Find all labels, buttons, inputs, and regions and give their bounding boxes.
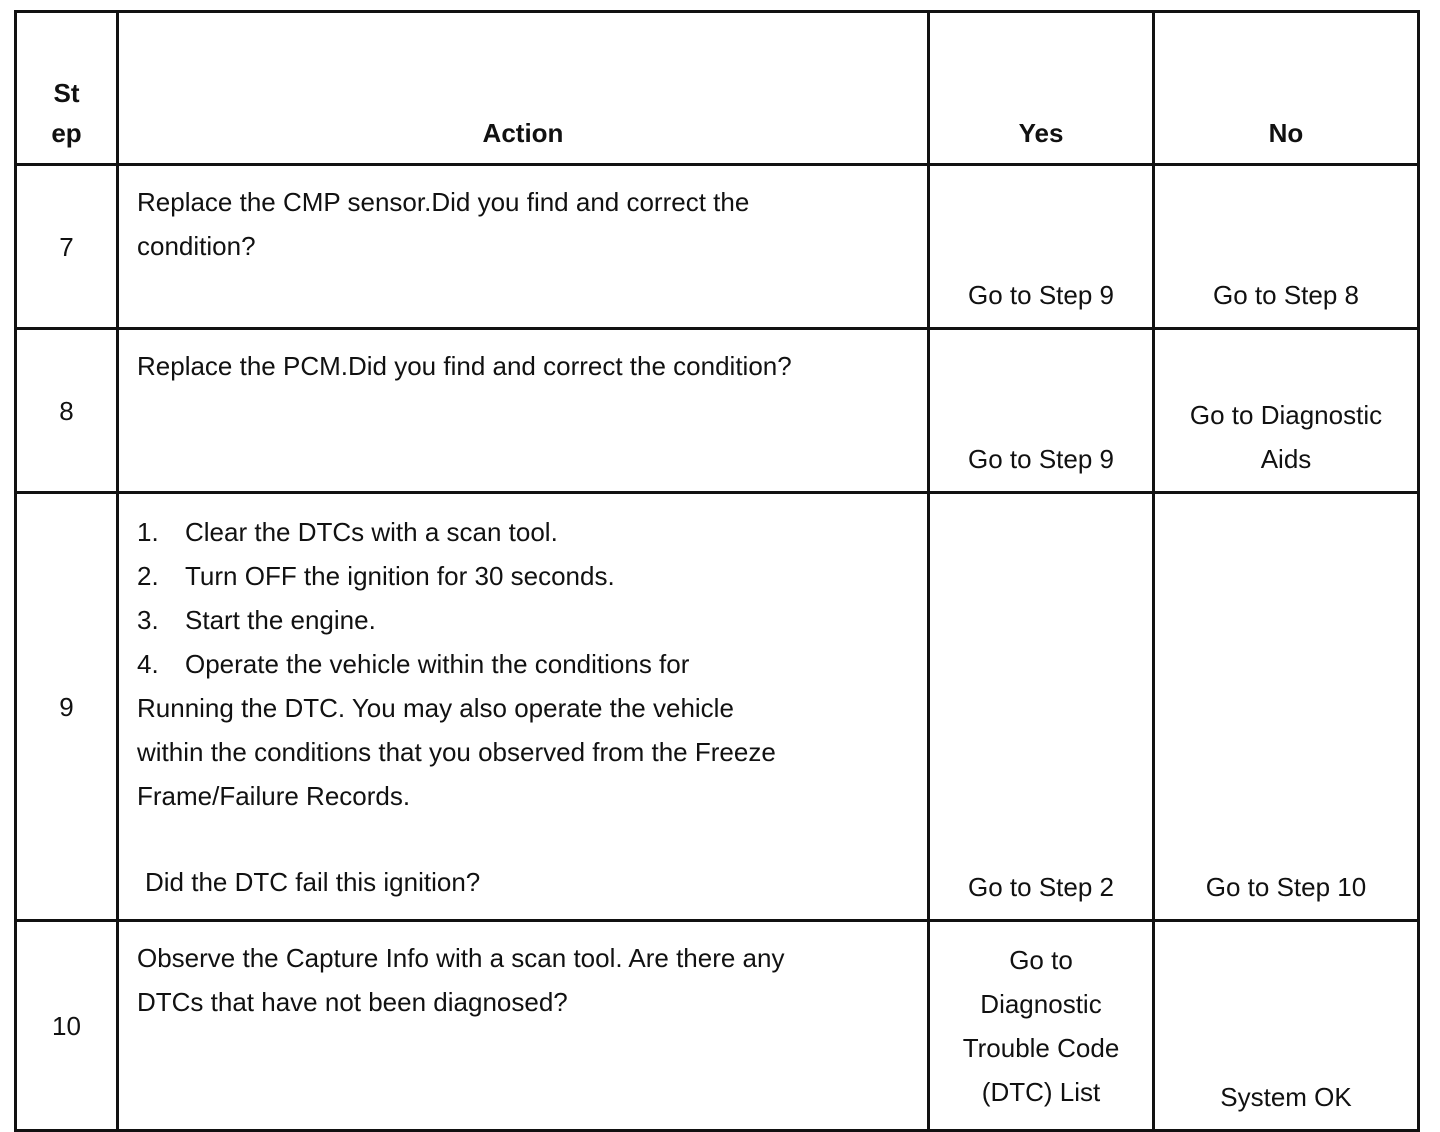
header-step-line1: St: [53, 78, 80, 108]
yes-text: Diagnostic: [980, 988, 1102, 1019]
yes-text: Go to: [1009, 944, 1073, 975]
action-text: Frame/Failure Records.: [137, 781, 411, 811]
action-cell: [118, 165, 929, 329]
action-cell: [118, 921, 929, 1131]
action-cell: [118, 493, 929, 921]
header-row: [16, 12, 1419, 165]
header-action: Action: [118, 12, 929, 165]
no-text: Aids: [1260, 444, 1312, 474]
no-cell: Go to Step 8: [1154, 165, 1419, 329]
list-number: 3.: [137, 605, 159, 635]
list-item: [137, 642, 909, 686]
yes-text: (DTC) List: [981, 1076, 1101, 1107]
header-yes: Yes: [929, 12, 1154, 165]
table-row-step-8: [16, 329, 1419, 493]
action-steps-list: [137, 510, 909, 686]
action-text: condition?: [137, 231, 256, 261]
list-text: Operate the vehicle within the conditions for: [185, 649, 690, 679]
table-row-step-9: [16, 493, 1419, 921]
yes-cell: Go to Step 9: [929, 329, 1154, 493]
no-cell: [1154, 329, 1419, 493]
action-text: Running the DTC. You may also operate the vehicle: [137, 693, 734, 723]
list-text: Start the engine.: [185, 605, 376, 635]
action-question: Did the DTC fail this ignition?: [145, 867, 481, 897]
header-step-line2: ep: [51, 118, 82, 148]
step-number: 8: [16, 329, 118, 493]
list-item: [137, 510, 909, 554]
no-cell: System OK: [1154, 921, 1419, 1131]
step-number: 9: [16, 493, 118, 921]
list-number: 2.: [137, 561, 159, 591]
action-text: Observe the Capture Info with a scan tool. Are there any: [137, 943, 785, 973]
step-number: 10: [16, 921, 118, 1131]
header-no: No: [1154, 12, 1419, 165]
action-cell: [118, 329, 929, 493]
yes-cell: Go to Step 9: [929, 165, 1154, 329]
list-number: 1.: [137, 517, 159, 547]
yes-text: Trouble Code: [962, 1032, 1120, 1063]
no-text: Go to Diagnostic: [1189, 400, 1383, 430]
step-number: 7: [16, 165, 118, 329]
list-number: 4.: [137, 649, 159, 679]
yes-cell: Go to Step 2: [929, 493, 1154, 921]
diagnostic-table: [14, 10, 1420, 1132]
action-text: Replace the PCM.Did you find and correct the condition?: [137, 351, 792, 381]
table-row-step-7: [16, 165, 1419, 329]
action-text: Replace the CMP sensor.Did you find and correct the: [137, 187, 750, 217]
action-text: within the conditions that you observed from the Freeze: [137, 737, 776, 767]
list-text: Clear the DTCs with a scan tool.: [185, 517, 558, 547]
list-item: [137, 598, 909, 642]
list-text: Turn OFF the ignition for 30 seconds.: [185, 561, 615, 591]
action-text: DTCs that have not been diagnosed?: [137, 987, 568, 1017]
table-row-step-10: [16, 921, 1419, 1131]
header-step: [16, 12, 118, 165]
list-item: [137, 554, 909, 598]
no-cell: Go to Step 10: [1154, 493, 1419, 921]
yes-cell: [929, 921, 1154, 1131]
